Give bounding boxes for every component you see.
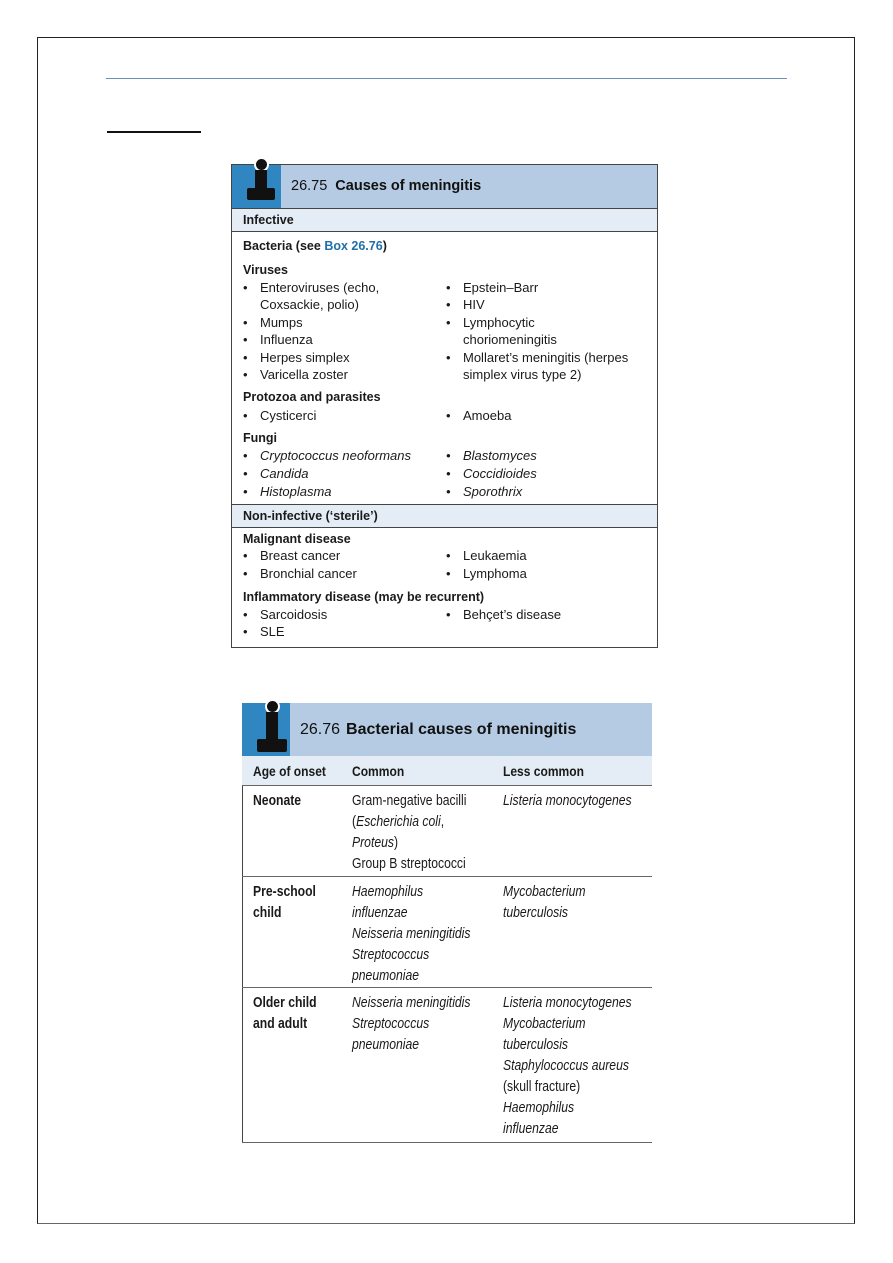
box-26-76-link[interactable]: Box 26.76 xyxy=(324,239,383,253)
list-item-cont: simplex virus type 2) xyxy=(463,367,582,382)
age-cell xyxy=(253,882,316,924)
fungus-species: neoformans xyxy=(338,448,412,463)
less-text: Haemophilus xyxy=(503,1100,575,1116)
fungi-heading: Fungi xyxy=(243,431,278,445)
common-text: influenzae xyxy=(352,905,408,921)
info-icon-background xyxy=(232,165,281,208)
box-number: 26.76 xyxy=(300,721,341,738)
common-text: Gram-negative bacilli xyxy=(352,793,467,809)
table-row-preschool xyxy=(242,877,652,988)
less-common-cell xyxy=(503,882,586,924)
viruses-heading: Viruses xyxy=(243,263,288,277)
list-item: • Behçet’s disease xyxy=(463,606,561,624)
bacterial-causes-box xyxy=(242,703,652,1143)
list-item: • Lymphoma xyxy=(463,565,527,583)
common-text: Neisseria meningitidis xyxy=(352,995,471,1011)
list-item xyxy=(260,447,411,465)
list-item: • SLE xyxy=(260,623,285,641)
common-text: ( xyxy=(352,814,357,830)
header-rule xyxy=(106,78,787,79)
age-text: Pre-school xyxy=(253,884,316,900)
common-text: Group B streptococci xyxy=(352,856,466,872)
less-text: tuberculosis xyxy=(503,1037,568,1053)
common-cell xyxy=(352,882,470,987)
protozoa-heading: Protozoa and parasites xyxy=(243,390,381,404)
list-item: • Epstein–Barr xyxy=(463,279,538,297)
common-cell xyxy=(352,791,466,875)
causes-of-meningitis-box xyxy=(231,164,658,648)
common-text: Proteus xyxy=(352,835,394,851)
box-title xyxy=(291,178,481,194)
list-item: • Leukaemia xyxy=(463,547,527,565)
age-text: Older child xyxy=(253,995,317,1011)
list-item: • Coccidioides xyxy=(463,465,537,483)
info-icon-background xyxy=(242,703,290,756)
column-header-less-common: Less common xyxy=(503,763,584,779)
bacteria-text: Bacteria (see xyxy=(243,239,325,253)
list-item-cont: Coxsackie, polio) xyxy=(260,297,359,312)
common-text: Streptococcus xyxy=(352,1016,430,1032)
list-item: • HIV xyxy=(463,296,485,314)
noninfective-header: Non-infective (‘sterile’) xyxy=(232,504,657,528)
less-text: Mycobacterium xyxy=(503,884,586,900)
age-text: Neonate xyxy=(253,793,302,809)
heading-underline xyxy=(107,131,201,133)
age-cell xyxy=(253,993,317,1035)
common-text: pneumoniae xyxy=(352,1037,420,1053)
common-text: Neisseria meningitidis xyxy=(352,926,471,942)
less-common-cell xyxy=(503,791,632,812)
list-item: • Mollaret’s meningitis (herpes xyxy=(463,349,628,367)
age-cell xyxy=(253,791,301,812)
common-text: Streptococcus xyxy=(352,947,430,963)
list-item: • Blastomyces xyxy=(463,447,537,465)
list-item: • Enteroviruses (echo, xyxy=(260,279,379,297)
infective-header: Infective xyxy=(232,208,657,232)
list-item: • Herpes simplex xyxy=(260,349,350,367)
list-item: • Mumps xyxy=(260,314,303,332)
box-title-text: Bacterial causes of meningitis xyxy=(346,721,577,738)
age-text: and adult xyxy=(253,1016,308,1032)
common-text: , xyxy=(440,814,445,830)
column-header-common: Common xyxy=(352,763,405,779)
less-text: Listeria monocytogenes xyxy=(503,995,632,1011)
less-text: (skull fracture) xyxy=(503,1079,581,1095)
box-title xyxy=(300,721,576,739)
list-item: • Cysticerci xyxy=(260,407,316,425)
box-number: 26.75 xyxy=(291,178,328,194)
common-text: pneumoniae xyxy=(352,968,420,984)
fungus-genus: Cryptococcus xyxy=(260,448,339,463)
box-title-text: Causes of meningitis xyxy=(335,178,482,194)
less-text: tuberculosis xyxy=(503,905,568,921)
common-cell xyxy=(352,993,470,1056)
list-item: • Varicella zoster xyxy=(260,366,348,384)
common-text: Escherichia coli xyxy=(356,814,441,830)
age-text: child xyxy=(253,905,282,921)
table-header-row xyxy=(242,756,652,786)
list-item: • Influenza xyxy=(260,331,313,349)
less-text: Staphylococcus aureus xyxy=(503,1058,629,1074)
list-item: • Amoeba xyxy=(463,407,511,425)
list-item: • Candida xyxy=(260,465,308,483)
bacteria-label xyxy=(243,238,387,256)
list-item: • Breast cancer xyxy=(260,547,340,565)
table-row-older-child-adult xyxy=(242,988,652,1143)
less-common-cell xyxy=(503,993,632,1140)
list-item: • Sarcoidosis xyxy=(260,606,327,624)
list-item: • Lymphocytic xyxy=(463,314,535,332)
malignant-heading: Malignant disease xyxy=(243,532,351,546)
list-item: • Bronchial cancer xyxy=(260,565,357,583)
common-text: Haemophilus xyxy=(352,884,424,900)
less-text: Mycobacterium xyxy=(503,1016,586,1032)
less-text: Listeria monocytogenes xyxy=(503,793,632,809)
table-row-neonate xyxy=(242,786,652,877)
column-header-age: Age of onset xyxy=(253,763,326,779)
bacteria-close: ) xyxy=(382,239,387,253)
less-text: influenzae xyxy=(503,1121,559,1137)
list-item: • Sporothrix xyxy=(463,483,522,501)
inflammatory-heading: Inflammatory disease (may be recurrent) xyxy=(243,590,485,604)
list-item-cont: choriomeningitis xyxy=(463,332,557,347)
common-text: ) xyxy=(393,835,399,851)
list-item: • Histoplasma xyxy=(260,483,332,501)
